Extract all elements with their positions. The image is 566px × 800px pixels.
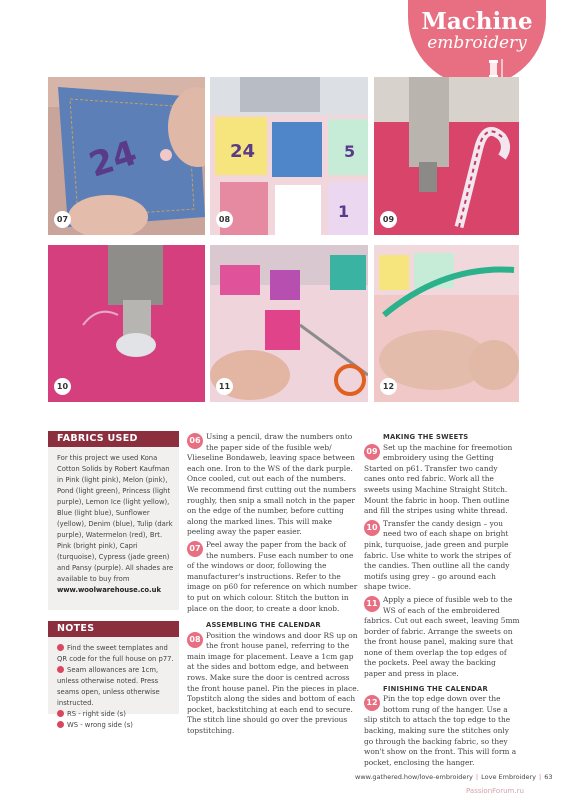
step-08 — [187, 631, 359, 737]
badge-subtitle: embroidery — [427, 33, 527, 53]
fabrics-body — [48, 447, 179, 602]
instructions-column-middle — [187, 432, 359, 737]
notes-box — [48, 621, 179, 729]
step-text: Pin the top edge down over the bottom rung of the hanger. Use a slip stitch to attach the top edge to the backing, making sure the stitches only go through the backing fabric, so they won't show on the front. This will form a pocket, enclosing the hanger. — [364, 694, 517, 767]
page-footer: www.gathered.how/love-embroidery | Love Embroidery | 63 — [355, 773, 553, 781]
photo-number: 10 — [54, 378, 71, 395]
step-text: Set up the machine for freemotion embroidery using the Getting Started on p61. Transfer two candy canes onto red fabric. Work all the sweets using Machine Straight Stitch. Mount the fabric in hoop. Then outline and fill the stripes using white thread. — [364, 442, 513, 516]
note-item: RS - right side (s) — [57, 709, 174, 720]
step-09 — [364, 443, 520, 517]
step-text: Position the windows and door RS up on the front house panel, referring to the main image for placement. Leave a 1cm gap at the sides and bottom edge, and between rows. Make sure the door is centred across the front house panel. Pin the pieces in place. Topstitch along the sides and bottom of each pocket, backstitching at each end to secure. The stitch line should go over the previous topstitching. — [187, 630, 359, 736]
note-item: Find the sweet templates and QR code for the full house on p77. — [57, 644, 174, 663]
note-item: Seam allowances are 1cm, unless otherwise noted. Press seams open, unless otherwise instructed. — [57, 666, 160, 707]
note-item: WS - wrong side (s) — [57, 720, 174, 731]
photo-number: 12 — [380, 378, 397, 395]
step-number: 11 — [364, 596, 380, 612]
badge-title: Machine — [421, 8, 533, 35]
notes-body — [48, 637, 179, 737]
photo-number: 07 — [54, 211, 71, 228]
fabrics-box — [48, 431, 179, 610]
svg-text:24: 24 — [230, 141, 256, 162]
svg-text:24: 24 — [84, 132, 142, 186]
footer-url[interactable]: www.gathered.how/love-embroidery — [355, 773, 473, 781]
fabrics-heading: FABRICS USED — [48, 431, 179, 447]
svg-text:5: 5 — [344, 142, 356, 161]
bullet-icon — [57, 721, 64, 728]
step-number: 09 — [364, 444, 380, 460]
step-number: 08 — [187, 632, 203, 648]
step-text: Transfer the candy design – you need two of each shape on bright pink, turquoise, jade green and purple fabric. Use white to work the stripes of the candies. Then outline all the candy motifs using grey – go around each shape twice. — [364, 518, 511, 592]
step-text: Apply a piece of fusible web to the WS of each of the embroidered fabrics. Cut out each sweet, leaving 5mm border of fabric. Arrange the sweets on the front house panel, making sure that none of them overlap the top edges of the pockets. Peel away the backing paper and press in place. — [364, 594, 520, 679]
step-text: Using a pencil, draw the numbers onto the paper side of the fusible web/ Vlieseline Bondaweb, leaving space between each one. Iron to the WS of the dark purple. Once cooled, cut out each of the numbers. We recommend first cutting out the numbers roughly, then snip a small notch in the paper on the edge of the number, before cutting along the marked lines. This will make peeling away the paper easier. — [187, 432, 356, 537]
photo-step-07 — [48, 77, 205, 235]
photo-step-09 — [374, 77, 519, 235]
photo-step-11 — [210, 245, 368, 402]
step-07 — [187, 540, 359, 614]
photo-step-08 — [210, 77, 368, 235]
step-06 — [187, 432, 359, 538]
bullet-icon — [57, 644, 64, 651]
step-number: 07 — [187, 541, 203, 557]
svg-text:1: 1 — [338, 202, 350, 221]
photo-step-10 — [48, 245, 205, 402]
step-10 — [364, 519, 520, 593]
step-number: 12 — [364, 695, 380, 711]
photo-number: 11 — [216, 378, 233, 395]
step-number: 06 — [187, 433, 203, 449]
sweets-heading: MAKING THE SWEETS — [383, 433, 469, 441]
section-badge — [408, 0, 546, 86]
finishing-heading: FINISHING THE CALENDAR — [383, 684, 488, 693]
bullet-icon — [57, 710, 64, 717]
step-text: Peel away the paper from the back of the numbers. Fuse each number to one of the windows or door, following the manufacturer's instructions. Refer to the image on p60 for reference on which number to put on which colour. Stitch the button in place on the door, to create a door knob. — [187, 539, 358, 613]
assembling-heading: ASSEMBLING THE CALENDAR — [206, 621, 321, 630]
watermark: PassionForum.ru — [466, 787, 524, 795]
photo-number: 09 — [380, 211, 397, 228]
page-number: 63 — [544, 773, 553, 781]
instructions-column-right — [364, 432, 520, 768]
fabrics-link[interactable]: www.woolwarehouse.co.uk — [57, 586, 161, 594]
photo-number: 08 — [216, 211, 233, 228]
fabrics-text: For this project we used Kona Cotton Solids by Robert Kaufman in Pink (light pink), Melon (pink), Pond (light green), Princess (light purple), Lemon Ice (light yellow), Blue (light blue), Sunflower (yellow), Denim (blue), Tulip (dark purple), Watermelon (red), Brt. Pink (bright pink), Capri (turquoise), Cypress (jade green) and Pansy (purple). All shades are available to buy from — [57, 454, 174, 583]
footer-magazine: Love Embroidery — [481, 773, 537, 781]
photo-step-12 — [374, 245, 519, 402]
notes-heading: NOTES — [48, 621, 179, 637]
step-number: 10 — [364, 520, 380, 536]
bullet-icon — [57, 666, 64, 673]
step-12 — [364, 694, 520, 768]
step-11 — [364, 595, 520, 680]
